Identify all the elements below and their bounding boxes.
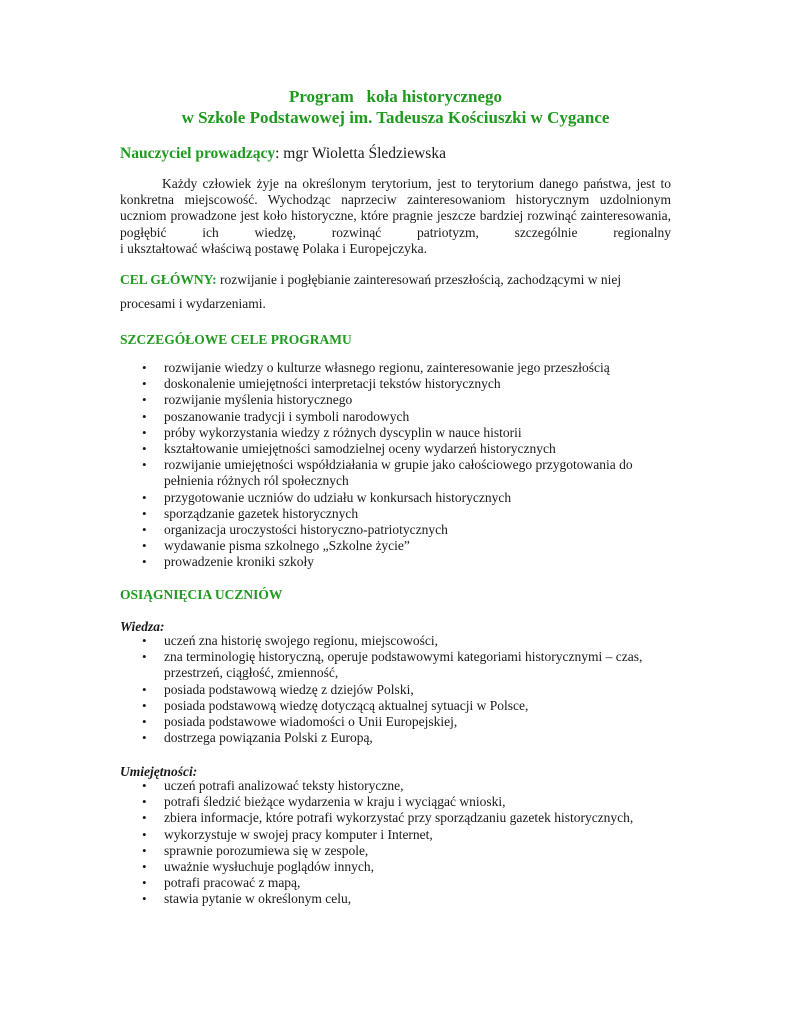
achievements-heading: OSIĄGNIĘCIA UCZNIÓW: [120, 587, 283, 602]
document-title-line-2: w Szkole Podstawowej im. Tadeusza Kościuszki w Cygance: [181, 108, 610, 127]
list-item: • sprawnie porozumiewa się w zespole,: [120, 843, 680, 859]
list-item: • posiada podstawowe wiadomości o Unii Europejskiej,: [120, 714, 660, 730]
list-item: • posiada podstawową wiedzę z dziejów Polski,: [120, 682, 660, 698]
teacher-label: Nauczyciel prowadzący: [120, 145, 276, 162]
list-item: • zna terminologię historyczną, operuje podstawowymi kategoriami historycznymi – czas, przestrzeń, ciągłość, zmienność,: [120, 649, 660, 681]
detailed-goals-list: [120, 360, 640, 571]
list-item: • uważnie wysłuchuje poglądów innych,: [120, 859, 680, 875]
list-item: • stawia pytanie w określonym celu,: [120, 891, 680, 907]
intro-line: pogłębić ich wiedzę, rozwinąć patriotyzm, szczególnie regionalny: [120, 224, 671, 240]
list-item: • posiada podstawową wiedzę dotyczącą aktualnej sytuacji w Polsce,: [120, 698, 660, 714]
teacher-name: : mgr Wioletta Śledziewska: [275, 145, 446, 162]
skills-subheading: Umiejętności:: [120, 764, 198, 779]
list-item: • prowadzenie kroniki szkoły: [120, 554, 640, 570]
list-item: • kształtowanie umiejętności samodzielnej oceny wydarzeń historycznych: [120, 441, 640, 457]
main-goal-text-2: procesami i wydarzeniami.: [120, 296, 266, 311]
list-item: • sporządzanie gazetek historycznych: [120, 506, 640, 522]
list-item: • dostrzega powiązania Polski z Europą,: [120, 730, 660, 746]
main-goal-text-1: rozwijanie i pogłębianie zainteresowań przeszłością, zachodzącymi w niej: [216, 272, 622, 287]
list-item: • przygotowanie uczniów do udziału w konkursach historycznych: [120, 490, 640, 506]
document-title-line-1: Program koła historycznego: [288, 87, 503, 106]
list-item: • rozwijanie umiejętności współdziałania w grupie jako całościowego przygotowania do pełnienia różnych ról społecznych: [120, 457, 640, 489]
teacher-line: [120, 145, 446, 163]
list-item: • doskonalenie umiejętności interpretacji tekstów historycznych: [120, 376, 640, 392]
intro-line: uczniom prowadzone jest koło historyczne, które pragnie jeszcze bardziej rozwinąć zainteresowania,: [120, 208, 671, 224]
list-item: • rozwijanie myślenia historycznego: [120, 392, 640, 408]
intro-paragraph: [120, 176, 671, 257]
intro-line: Każdy człowiek żyje na określonym terytorium, jest to terytorium danego państwa, jest to: [162, 176, 671, 191]
list-item: • uczeń potrafi analizować teksty historyczne,: [120, 778, 680, 794]
list-item: • potrafi śledzić bieżące wydarzenia w kraju i wyciągać wnioski,: [120, 794, 680, 810]
list-item: • wydawanie pisma szkolnego „Szkolne życie”: [120, 538, 640, 554]
main-goal-label: CEL GŁÓWNY:: [120, 272, 217, 287]
knowledge-subheading: Wiedza:: [120, 619, 165, 634]
main-goal: [120, 268, 621, 316]
list-item: • uczeń zna historię swojego regionu, miejscowości,: [120, 633, 660, 649]
list-item: • potrafi pracować z mapą,: [120, 875, 680, 891]
detailed-goals-heading: SZCZEGÓŁOWE CELE PROGRAMU: [120, 332, 352, 347]
list-item: • wykorzystuje w swojej pracy komputer i Internet,: [120, 827, 680, 843]
list-item: • zbiera informacje, które potrafi wykorzystać przy sporządzaniu gazetek historycznych,: [120, 810, 680, 826]
intro-line: konkretna miejscowość. Wychodząc naprzeciw zainteresowaniom historycznym uzdolnionym: [120, 192, 671, 208]
knowledge-list: [120, 633, 660, 746]
skills-list: [120, 778, 680, 908]
list-item: • próby wykorzystania wiedzy z różnych dyscyplin w nauce historii: [120, 425, 640, 441]
list-item: • organizacja uroczystości historyczno-patriotycznych: [120, 522, 640, 538]
intro-line: i ukształtować właściwą postawę Polaka i Europejczyka.: [120, 240, 428, 256]
list-item: • poszanowanie tradycji i symboli narodowych: [120, 409, 640, 425]
list-item: • rozwijanie wiedzy o kulturze własnego regionu, zainteresowanie jego przeszłością: [120, 360, 640, 376]
